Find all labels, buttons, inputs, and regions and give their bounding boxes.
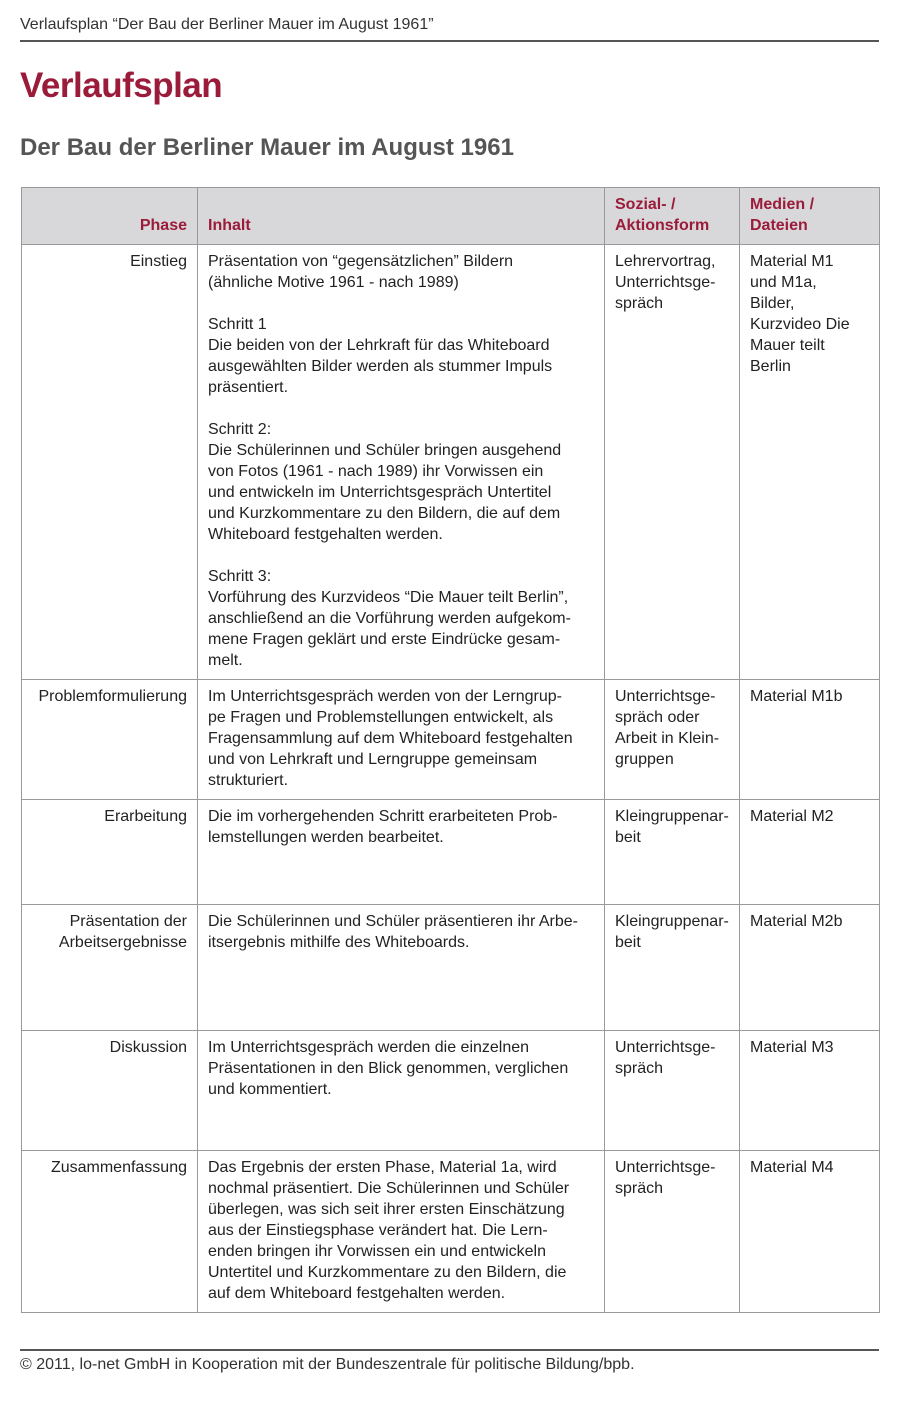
lesson-plan-table	[21, 187, 880, 1313]
social-form-cell: Lehrervortrag, Unterrichtsge- spräch	[605, 245, 740, 680]
content-cell: Die im vorhergehenden Schritt erarbeiteten Prob- lemstellungen werden bearbeitet.	[198, 800, 605, 905]
social-form-cell: Unterrichtsge- spräch	[605, 1031, 740, 1151]
table-row	[22, 680, 880, 800]
content-cell: Präsentation von “gegensätzlichen” Bildern (ähnliche Motive 1961 - nach 1989) Schritt 1 Die beiden von der Lehrkraft für das Whiteboard ausgewählten Bilder werden als stummer Impuls präsentiert. Schritt 2: Die Schülerinnen und Schüler bringen ausgehend von Fotos (1961 - nach 1989) ihr Vorwissen ein und entwickeln im Unterrichtsgespräch Untertitel und Kurzkommentare zu den Bildern, die auf dem Whiteboard festgehalten werden. Schritt 3: Vorführung des Kurzvideos “Die Mauer teilt Berlin”, anschließend an die Vorführung werden aufgekom- mene Fragen geklärt und erste Eindrücke gesam- melt.	[198, 245, 605, 680]
table-row	[22, 245, 880, 680]
column-header-phase: Phase	[22, 188, 198, 245]
phase-cell: Einstieg	[22, 245, 198, 680]
content-cell: Das Ergebnis der ersten Phase, Material 1a, wird nochmal präsentiert. Die Schülerinnen und Schüler überlegen, was sich seit ihrer ersten Einschätzung aus der Einstiegsphase verändert hat. Die Lern- enden bringen ihr Vorwissen ein und entwickeln Untertitel und Kurzkommentare zu den Bildern, die auf dem Whiteboard festgehalten werden.	[198, 1151, 605, 1313]
social-form-cell: Unterrichtsge- spräch oder Arbeit in Klein- gruppen	[605, 680, 740, 800]
table-row	[22, 1031, 880, 1151]
running-header: Verlaufsplan “Der Bau der Berliner Mauer im August 1961”	[20, 16, 434, 33]
phase-cell: Erarbeitung	[22, 800, 198, 905]
social-form-cell: Unterrichtsge- spräch	[605, 1151, 740, 1313]
media-cell: Material M2b	[740, 905, 880, 1031]
social-form-cell: Kleingruppenar- beit	[605, 800, 740, 905]
content-cell: Im Unterrichtsgespräch werden von der Lerngrup- pe Fragen und Problemstellungen entwickelt, als Fragensammlung auf dem Whiteboard festgehalten und von Lehrkraft und Lerngruppe gemeinsam strukturiert.	[198, 680, 605, 800]
table-header-row	[22, 188, 880, 245]
media-cell: Material M2	[740, 800, 880, 905]
content-cell: Im Unterrichtsgespräch werden die einzelnen Präsentationen in den Blick genommen, verglichen und kommentiert.	[198, 1031, 605, 1151]
media-cell: Material M1 und M1a, Bilder, Kurzvideo Die Mauer teilt Berlin	[740, 245, 880, 680]
content-cell: Die Schülerinnen und Schüler präsentieren ihr Arbe- itsergebnis mithilfe des Whiteboards.	[198, 905, 605, 1031]
column-header-sozialform: Sozial- / Aktionsform	[605, 188, 740, 245]
phase-cell: Problemformulierung	[22, 680, 198, 800]
media-cell: Material M3	[740, 1031, 880, 1151]
column-header-inhalt: Inhalt	[198, 188, 605, 245]
copyright-footer: © 2011, lo-net GmbH in Kooperation mit der Bundeszentrale für politische Bildung/bpb.	[20, 1356, 635, 1373]
header-divider	[20, 40, 879, 42]
phase-cell: Präsentation der Arbeitsergebnisse	[22, 905, 198, 1031]
footer-divider	[20, 1349, 879, 1351]
media-cell: Material M1b	[740, 680, 880, 800]
phase-cell: Diskussion	[22, 1031, 198, 1151]
table-row	[22, 905, 880, 1031]
table-row	[22, 800, 880, 905]
page-title: Verlaufsplan	[20, 66, 223, 105]
phase-cell: Zusammenfassung	[22, 1151, 198, 1313]
social-form-cell: Kleingruppenar- beit	[605, 905, 740, 1031]
column-header-medien: Medien / Dateien	[740, 188, 880, 245]
page-subtitle: Der Bau der Berliner Mauer im August 1961	[20, 134, 514, 161]
table-row	[22, 1151, 880, 1313]
media-cell: Material M4	[740, 1151, 880, 1313]
